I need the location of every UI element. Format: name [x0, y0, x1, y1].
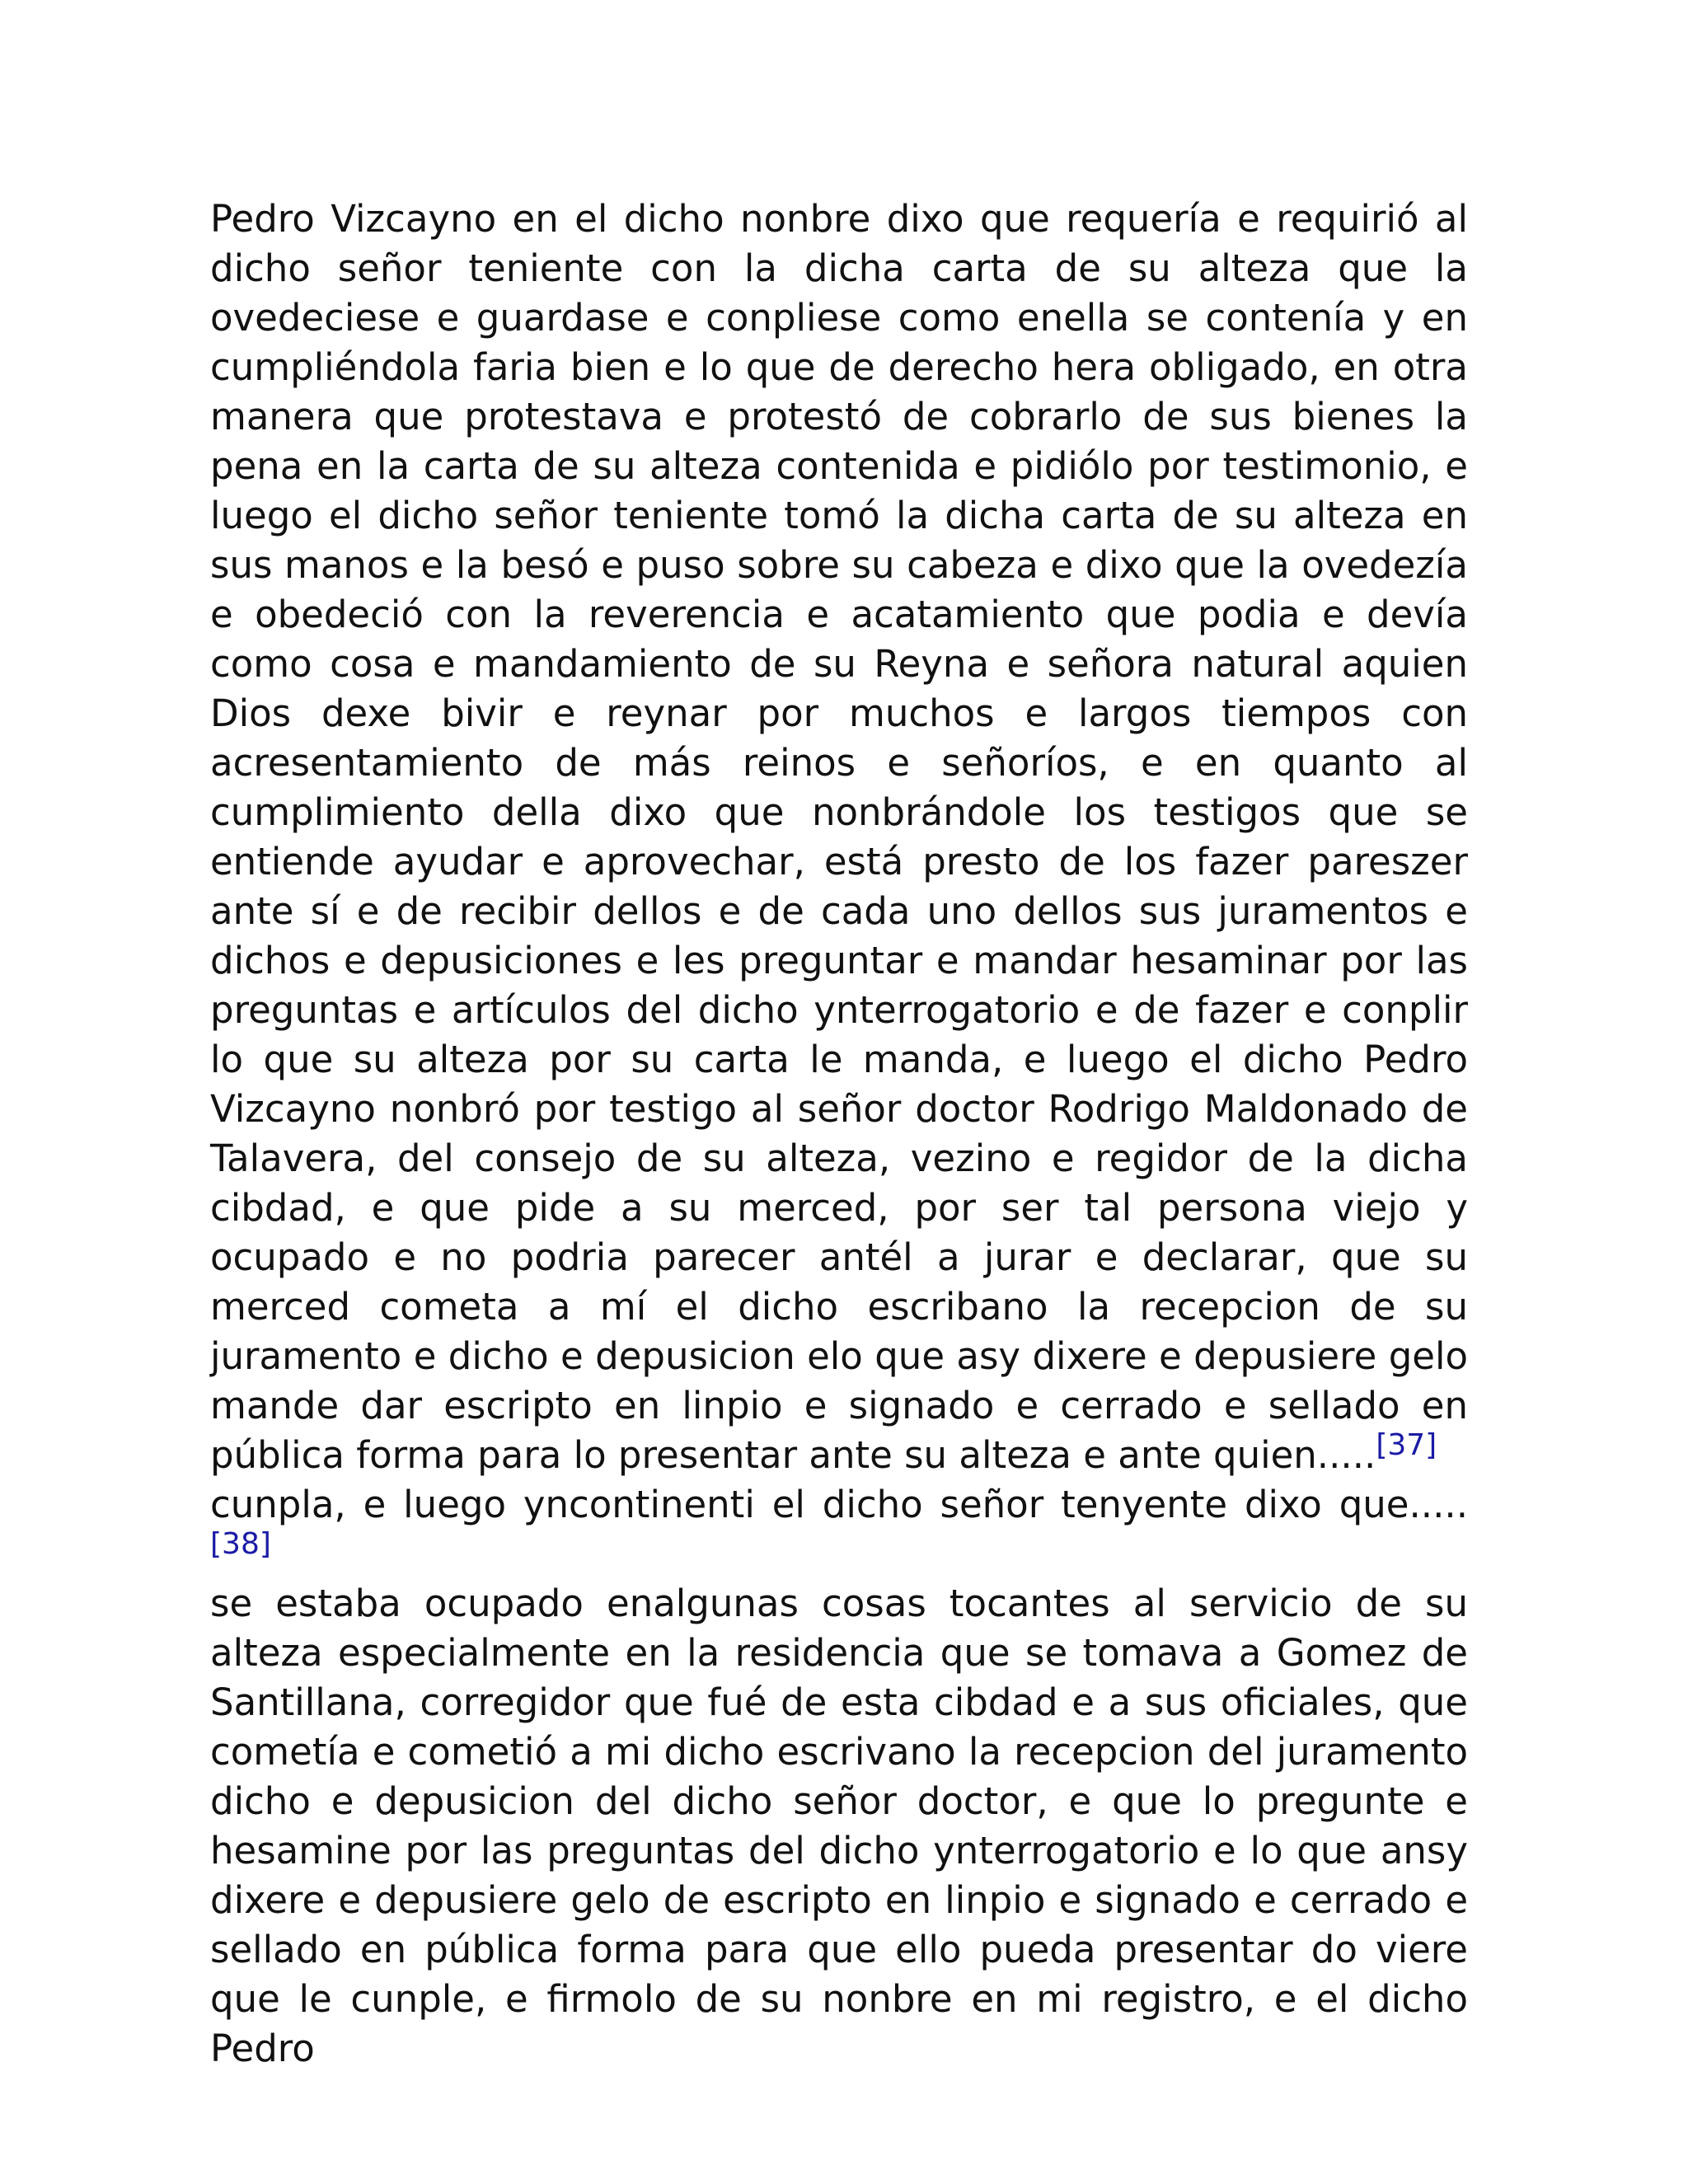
paragraph-1	[210, 194, 1468, 1480]
paragraph-3-text: se estaba ocupado enalgunas cosas tocantes al servicio de su alteza especialmente en la residencia que se tomava a Gomez de Santillana, corregidor que fué de esta cibdad e a sus oficiales, que cometía e cometió a mi dicho escrivano la recepcion del juramento dicho e depusicion del dicho señor doctor, e que lo pregunte e hesamine por las preguntas del dicho ynterrogatorio e lo que ansy dixere e depusiere gelo de escripto en linpio e signado e cerrado e sellado en pública forma para que ello pueda presentar do viere que le cunple, e firmolo de su nonbre en mi registro, e el dicho Pedro	[210, 1582, 1468, 2070]
document-body	[210, 194, 1468, 2074]
paragraph-2	[210, 1480, 1468, 1579]
footnote-link-37[interactable]: [37]	[1376, 1427, 1437, 1462]
footnote-link-38[interactable]: [38]	[210, 1526, 271, 1561]
paragraph-2-text: cunpla, e luego yncontinenti el dicho señor tenyente dixo que.....	[210, 1483, 1468, 1526]
paragraph-3	[210, 1579, 1468, 2074]
paragraph-1-text: Pedro Vizcayno en el dicho nonbre dixo que requería e requirió al dicho señor teniente con la dicha carta de su alteza que la ovedeciese e guardase e conpliese como enella se contenía y en cumpliéndola faria bien e lo que de derecho hera obligado, en otra manera que protestava e protestó de cobrarlo de sus bienes la pena en la carta de su alteza contenida e pidiólo por testimonio, e luego el dicho señor teniente tomó la dicha carta de su alteza en sus manos e la besó e puso sobre su cabeza e dixo que la ovedezía e obedeció con la reverencia e acatamiento que podia e devía como cosa e mandamiento de su Reyna e señora natural aquien Dios dexe bivir e reynar por muchos e largos tiempos con acresentamiento de más reinos e señoríos, e en quanto al cumplimiento della dixo que nonbrándole los testigos que se entiende ayudar e aprovechar, está presto de los fazer pareszer ante sí e de recibir dellos e de cada uno dellos sus juramentos e dichos e depusiciones e les preguntar e mandar hesaminar por las preguntas e artículos del dicho ynterrogatorio e de fazer e conplir lo que su alteza por su carta le manda, e luego el dicho Pedro Vizcayno nonbró por testigo al señor doctor Rodrigo Maldonado de Talavera, del consejo de su alteza, vezino e regidor de la dicha cibdad, e que pide a su merced, por ser tal persona viejo y ocupado e no podria parecer antél a jurar e declarar, que su merced cometa a mí el dicho escribano la recepcion de su juramento e dicho e depusicion elo que asy dixere e depusiere gelo mande dar escripto en linpio e signado e cerrado e sellado en pública forma para lo presentar ante su alteza e ante quien.....	[210, 197, 1468, 1477]
